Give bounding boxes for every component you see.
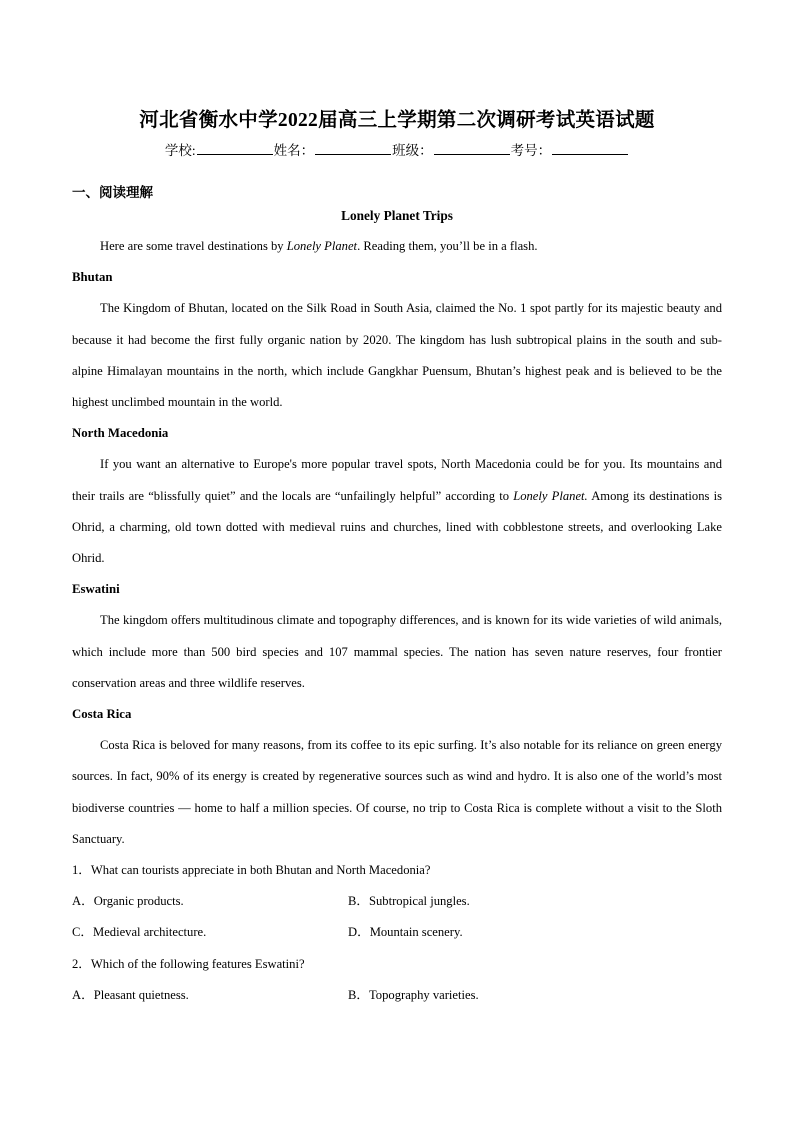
passage-body — [72, 231, 722, 1011]
destination-heading-north-macedonia: North Macedonia — [72, 426, 169, 441]
destination-heading-costa-rica: Costa Rica — [72, 707, 132, 722]
passage-title: Lonely Planet Trips — [341, 208, 453, 223]
destination-text-bhutan: The Kingdom of Bhutan, located on the Silk Road in South Asia, claimed the No. 1 spot partly for its majestic beauty and because it had become the first fully organic nation by 2020. The kingdom has lush subtropical plains in the south and sub-alpine Himalayan mountains in the north, which include Gangkhar Puensum, Bhutan’s highest peak and is believed to be the highest unclimbed mountain in the world. — [72, 301, 722, 410]
exam-no-blank — [552, 142, 628, 155]
class-label: 班级： — [392, 143, 433, 158]
question-2-option-a: A．Pleasant quietness. — [72, 987, 189, 1002]
exam-title: 河北省衡水中学2022届高三上学期第二次调研考试英语试题 — [139, 110, 655, 131]
question-1-option-a: A．Organic products. — [72, 894, 184, 909]
destination-text-eswatini: The kingdom offers multitudinous climate and topography differences, and is known for its wide varieties of wild animals, which include more than 500 bird species and 107 mammal species. The nation has seven nature reserves, four frontier conservation areas and three wildlife reserves. — [72, 613, 722, 690]
destination-text-north-macedonia: If you want an alternative to Europe's more popular travel spots, North Macedonia could be for you. Its mountains and their trails are “blissfully quiet” and the locals are “unfailingly helpful” according to Lonely Planet. Among its destinations is Ohrid, a charming, old town dotted with medieval ruins and churches, lined with cobblestone streets, and overlooking Lake Ohrid. — [72, 457, 723, 566]
destination-heading-eswatini: Eswatini — [72, 582, 120, 597]
school-blank — [197, 142, 273, 155]
question-2-options-row-1 — [72, 980, 722, 1011]
question-1-option-c: C．Medieval architecture. — [72, 925, 207, 940]
question-1-option-b: B．Subtropical jungles. — [348, 894, 470, 909]
question-1-option-d: D．Mountain scenery. — [348, 925, 463, 940]
section-heading: 一、阅读理解 — [72, 185, 153, 200]
destination-text-costa-rica: Costa Rica is beloved for many reasons, from its coffee to its epic surfing. It’s also notable for its reliance on green energy sources. In fact, 90% of its energy is created by regenerative sources such as wind and hydro. It is also one of the world’s most biodiverse countries — home to half a million species. Of course, no trip to Costa Rica is complete without a visit to the Sloth Sanctuary. — [72, 738, 722, 846]
question-2-stem: 2．Which of the following features Eswatini? — [72, 956, 305, 971]
school-label: 学校: — [164, 143, 196, 158]
question-1-stem: 1．What can tourists appreciate in both Bhutan and North Macedonia? — [72, 863, 431, 878]
name-blank — [315, 142, 391, 155]
destination-heading-bhutan: Bhutan — [72, 270, 113, 285]
student-info-line — [0, 139, 794, 159]
exam-no-label: 考号： — [510, 143, 552, 158]
intro-paragraph: Here are some travel destinations by Lonely Planet. Reading them, you’ll be in a flash. — [100, 239, 538, 253]
question-1-options-row-2 — [72, 917, 722, 948]
class-blank — [434, 142, 510, 155]
question-2-option-b: B．Topography varieties. — [348, 987, 479, 1002]
question-1-options-row-1 — [72, 886, 722, 917]
name-label: 姓名： — [273, 143, 315, 158]
